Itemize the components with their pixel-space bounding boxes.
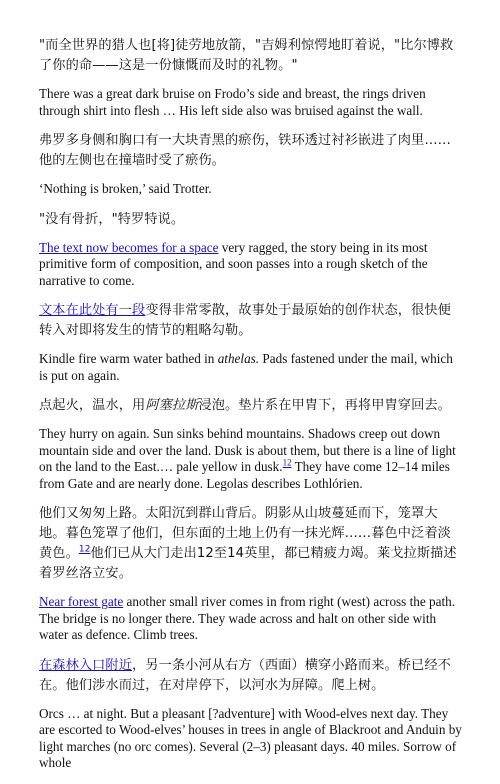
paragraph-en-8: [39, 351, 463, 384]
paragraph-zh-5: "没有骨折，"特罗特说。: [39, 211, 185, 227]
near-forest-gate-link[interactable]: Near forest gate: [39, 594, 124, 609]
paragraph-zh-7: [39, 301, 463, 341]
paragraph-en-10: [39, 426, 463, 492]
paragraph-en-12-text: another small river comes in from right (west) across the path. The bridge is no longer there. They wade across and halt on other side with water as defence. Climb trees.: [39, 594, 456, 642]
paragraph-zh-9-before: 点起火，温水，用: [39, 398, 146, 413]
athelas-term-zh: 阿塞拉斯: [145, 398, 199, 413]
paragraph-zh-11-after: 他们已从大门走出12至14英里，都已精疲力竭。莱戈拉斯描述着罗丝洛立安。: [39, 546, 457, 581]
paragraph-en-10-after: They have come 12–14 miles from Gate and are nearly done. Legolas describes Lothlórien.: [39, 459, 450, 491]
near-forest-gate-link-zh[interactable]: 在森林入口附近: [39, 657, 133, 673]
footnote-12-link[interactable]: 12: [282, 457, 292, 468]
footnote-ref-zh: [79, 545, 91, 555]
athelas-term: athelas.: [217, 351, 260, 366]
paragraph-zh-9-after: 浸泡。垫片系在甲胄下，再将甲胄穿回去。: [198, 398, 451, 413]
paragraph-zh-3: 弗罗多身侧和胸口有一大块青黑的瘀伤，铁环透过衬衫嵌进了肉里……他的左侧也在撞墙时受了瘀伤。: [39, 133, 451, 168]
paragraph-en-12: [39, 594, 463, 644]
paragraph-en-14: Orcs … at night. But a pleasant [?adventure] with Wood-elves next day. They are escorted to Wood-elves’ houses in trees in angle of Blackroot and Anduin by light marches (no orc comes). Several (2–3) pleasant days. 40 miles. Sorrow of whole: [39, 705, 462, 770]
paragraph-en-6-text: very ragged, the story being in its most primitive form of composition, and soon passes into a rough sketch of the narrative to come.: [39, 239, 428, 288]
paragraph-zh-11: [39, 504, 463, 584]
paragraph-zh-9: [39, 396, 463, 416]
paragraph-en-2: There was a great dark bruise on Frodo’s side and breast, the rings driven through shirt into flesh … His left side also was bruised against the wall.: [39, 86, 426, 118]
paragraph-en-8-after: Pads fastened under the mail, which is put on again.: [39, 351, 453, 383]
footnote-12-link-zh[interactable]: 12: [78, 544, 91, 555]
text-ragged-link-zh[interactable]: 文本在此处有一段: [39, 303, 146, 318]
paragraph-en-6: [39, 240, 463, 290]
paragraph-zh-1: "而全世界的猎人也[将]徒劳地放箭，"吉姆利惊愕地盯着说，"比尔博救了你的命——这是一份慷慨而及时的礼物。": [39, 38, 454, 73]
footnote-ref: [283, 458, 292, 468]
paragraph-en-4: ‘Nothing is broken,’ said Trotter.: [39, 181, 212, 196]
text-ragged-link[interactable]: The text now becomes for a space: [39, 239, 219, 255]
paragraph-en-10-before: They hurry on again. Sun sinks behind mountains. Shadows creep out down mountain side and over the land. Dusk is about them, but there is a line of light on the land to the East.… pale yellow in dusk.: [39, 426, 456, 474]
paragraph-zh-11-before: 他们又匆匆上路。太阳沉到群山背后。阴影从山坡蔓延而下，笼罩大地。暮色笼罩了他们，但东面的土地上仍有一抹光辉……暮色中泛着淡黄色。: [39, 506, 451, 561]
paragraph-en-8-before: Kindle fire warm water bathed in: [39, 351, 218, 366]
paragraph-zh-13: [39, 656, 463, 696]
paragraph-zh-7-text: 变得非常零散，故事处于最原始的创作状态，很快便转入对即将发生的情节的粗略勾勒。: [39, 303, 451, 338]
document-page: [39, 36, 463, 784]
paragraph-zh-13-text: ，另一条小河从右方（西面）横穿小路而来。桥已经不在。他们涉水而过，在对岸停下，以河水为屏障。爬上树。: [39, 657, 451, 693]
